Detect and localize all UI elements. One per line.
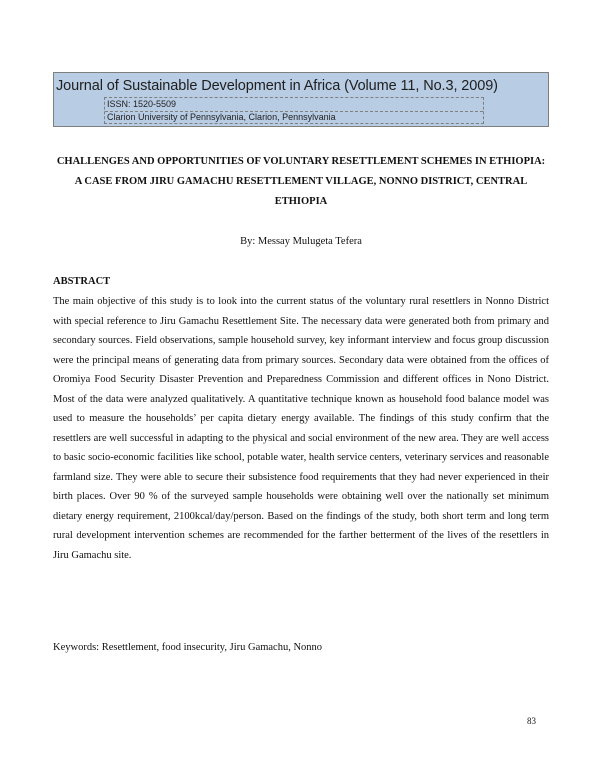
abstract-heading: ABSTRACT <box>53 276 111 287</box>
article-author: By: Messay Mulugeta Tefera <box>240 236 362 247</box>
journal-header-box <box>53 72 549 127</box>
article-title: CHALLENGES AND OPPORTUNITIES OF VOLUNTARY RESETTLEMENT SCHEMES IN ETHIOPIA: A CASE FROM JIRU GAMACHU RESETTLEMENT VILLAGE, NONNO DISTRICT, CENTRAL ETHIOPIA <box>56 156 546 207</box>
journal-info-box <box>104 97 484 124</box>
publisher-text: Clarion University of Pennsylvania, Clarion, Pennsylvania <box>107 112 336 122</box>
journal-title: Journal of Sustainable Development in Africa (Volume 11, No.3, 2009) <box>56 78 498 94</box>
abstract-body: The main objective of this study is to look into the current status of the voluntary rural resettlers in Nonno District with special reference to Jiru Gamachu Resettlement Site. The necessary data were generated both from primary and secondary sources. Field observations, sample household survey, key informant interview and focus group discussion were the principal means of generating data from primary sources. Secondary data were obtained from the offices of Oromiya Food Security Disaster Prevention and Preparedness Commission and different offices in Nono District. Most of the data were analyzed qualitatively. A quantitative technique known as household food balance model was used to measure the households’ per capita dietary energy available. The findings of this study confirm that the resettlers are well successful in adapting to the physical and social environment of the new area. They are well access to basic socio-economic facilities like school, potable water, health service centers, veterinary services and reasonable farmland size. They were able to secure their subsistence food requirements that they had never experienced in their birth places. Over 90 % of the surveyed sample households were obtaining well over the nationally set minimum dietary energy requirement, 2100kcal/day/person. Based on the findings of the study, both short term and long term rural development intervention schemes are recommended for the farther betterment of the lives of the resettlers in Jiru Gamachu site. <box>53 296 549 561</box>
keywords-line: Keywords: Resettlement, food insecurity, Jiru Gamachu, Nonno <box>53 642 323 653</box>
issn-text: ISSN: 1520-5509 <box>107 99 177 109</box>
page-number: 83 <box>527 716 536 726</box>
